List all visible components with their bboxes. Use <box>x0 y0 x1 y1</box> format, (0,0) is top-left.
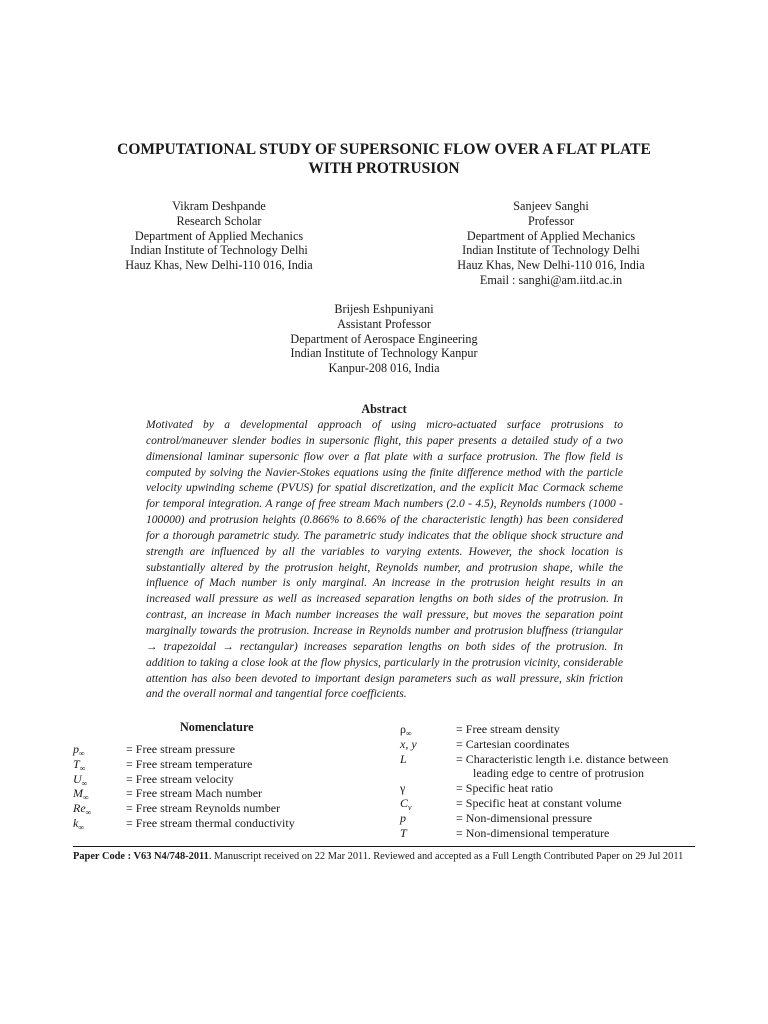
nomenclature-definition: = Free stream thermal conductivity <box>126 815 295 830</box>
nomenclature-symbol: $k_\infty$ <box>73 815 85 832</box>
author-department: Department of Applied Mechanics <box>466 228 636 243</box>
nomenclature-symbol: $M_\infty$ <box>73 786 89 803</box>
author-address: Hauz Khas, New Delhi-110 016, India <box>457 258 645 273</box>
author-position: Research Scholar <box>176 213 262 228</box>
title-line-2: WITH PROTRUSION <box>308 160 460 177</box>
author-department: Department of Aerospace Engineering <box>290 331 478 346</box>
nomenclature-definition: = Free stream pressure <box>126 742 236 756</box>
author-email: Email : sanghi@am.iitd.ac.in <box>479 272 623 287</box>
nomenclature-definition: = Free stream density <box>456 722 560 736</box>
author-position: Assistant Professor <box>337 316 431 331</box>
author-block-3 <box>274 302 494 376</box>
nomenclature-definition: = Non-dimensional pressure <box>456 810 593 825</box>
nomenclature-symbol: L <box>400 751 407 766</box>
nomenclature-definition: = Free stream temperature <box>126 756 253 771</box>
nomenclature-entry <box>400 722 700 737</box>
nomenclature-symbol: x, y <box>400 736 417 751</box>
nomenclature-symbol: p <box>400 810 406 825</box>
nomenclature-left-column <box>73 742 373 831</box>
nomenclature-entry <box>73 772 373 787</box>
nomenclature-right-column <box>400 722 700 840</box>
author-address: Hauz Khas, New Delhi-110 016, India <box>125 258 313 273</box>
nomenclature-entry-continuation <box>400 766 700 781</box>
nomenclature-definition: leading edge to centre of protrusion <box>473 766 644 781</box>
author-institute: Indian Institute of Technology Kanpur <box>290 346 478 361</box>
author-institute: Indian Institute of Technology Delhi <box>462 243 640 258</box>
nomenclature-entry <box>400 781 700 796</box>
nomenclature-definition: = Specific heat ratio <box>456 781 554 796</box>
nomenclature-definition: = Non-dimensional temperature <box>456 825 610 840</box>
author-address: Kanpur-208 016, India <box>328 361 440 376</box>
nomenclature-symbol: $T_\infty$ <box>73 756 86 773</box>
footnote <box>73 850 695 864</box>
nomenclature-entry <box>400 752 700 767</box>
nomenclature-entry <box>73 786 373 801</box>
nomenclature-symbol: T <box>400 825 407 840</box>
nomenclature-entry <box>73 757 373 772</box>
author-name: Sanjeev Sanghi <box>513 199 589 213</box>
nomenclature-entry <box>400 826 700 841</box>
title-line-1: COMPUTATIONAL STUDY OF SUPERSONIC FLOW OVER A FLAT PLATE <box>117 141 651 158</box>
author-name: Brijesh Eshpuniyani <box>334 302 434 316</box>
author-position: Professor <box>527 213 575 228</box>
author-name: Vikram Deshpande <box>172 199 266 213</box>
nomenclature-entry <box>73 801 373 816</box>
nomenclature-entry <box>73 816 373 831</box>
nomenclature-entry <box>400 796 700 811</box>
abstract-text: Motivated by a developmental approach of using micro-actuated surface protrusions to control/maneuver slender bodies in supersonic flight, this paper presents a detailed study of a two dimensional laminar supersonic flow over a flat plate with a surface protrusion. The flow field is computed by solving the Navier-Stokes equations using the finite difference method with the particle velocity upwinding scheme (PVUS) for spatial discretization, and the explicit Mac Cormack scheme for temporal integration. A range of free stream Mach numbers (2.0 - 4.5), Reynolds numbers (1000 - 100000) and protrusion heights (0.866% to 8.66% of the characteristic length) has been considered for a thorough parametric study. The parametric study indicates that the oblique shock structure and strength are influenced by all the variables to varying extents. However, the shock location is substantially altered by the protrusion height, Reynolds number, and protrusion shape, while the influence of Mach number is only marginal. An increase in the protrusion height results in an increased wall pressure as well as increased separation lengths on both sides of the protrusion. In contrast, an increase in Mach number increases the wall pressure, but moves the separation point marginally towards the protrusion. Increase in Reynolds number and protrusion bluffness (triangular → trapezoidal → rectangular) increases separation lengths on both sides of the protrusion. In addition to taking a close look at the flow physics, particularly in the protrusion vicinity, considerable attention has also been devoted to important design parameters such as wall pressure, skin friction and the overall normal and tangential force coefficients. <box>146 419 623 701</box>
paper-code: Paper Code : V63 N4/748-2011 <box>73 851 209 862</box>
nomenclature-entry <box>400 811 700 826</box>
nomenclature-definition: = Free stream Reynolds number <box>126 801 281 816</box>
author-department: Department of Applied Mechanics <box>134 228 304 243</box>
paper-title <box>80 140 688 178</box>
nomenclature-entry <box>73 742 373 757</box>
nomenclature-definition: = Cartesian coordinates <box>456 736 570 751</box>
author-block-1 <box>112 199 326 273</box>
nomenclature-definition: = Specific heat at constant volume <box>456 795 622 810</box>
nomenclature-symbol: $p_\infty$ <box>73 742 85 758</box>
author-block-2 <box>440 199 662 288</box>
nomenclature-entry <box>400 737 700 752</box>
author-institute: Indian Institute of Technology Delhi <box>130 243 308 258</box>
nomenclature-symbol: $\rho_\infty$ <box>400 722 412 738</box>
nomenclature-symbol: $C_v$ <box>400 795 412 812</box>
nomenclature-heading: Nomenclature <box>180 720 254 734</box>
nomenclature-symbol: γ <box>400 781 406 796</box>
abstract-heading: Abstract <box>361 402 407 416</box>
nomenclature-symbol: $U_\infty$ <box>73 771 88 788</box>
footnote-divider <box>73 846 695 847</box>
footnote-text: . Manuscript received on 22 Mar 2011. Reviewed and accepted as a Full Length Contributed Paper on 29 Jul 2011 <box>208 851 684 862</box>
nomenclature-definition: = Free stream Mach number <box>126 786 263 801</box>
nomenclature-definition: = Characteristic length i.e. distance between <box>456 751 669 766</box>
nomenclature-definition: = Free stream velocity <box>126 771 234 786</box>
nomenclature-symbol: $Re_\infty$ <box>73 801 92 818</box>
